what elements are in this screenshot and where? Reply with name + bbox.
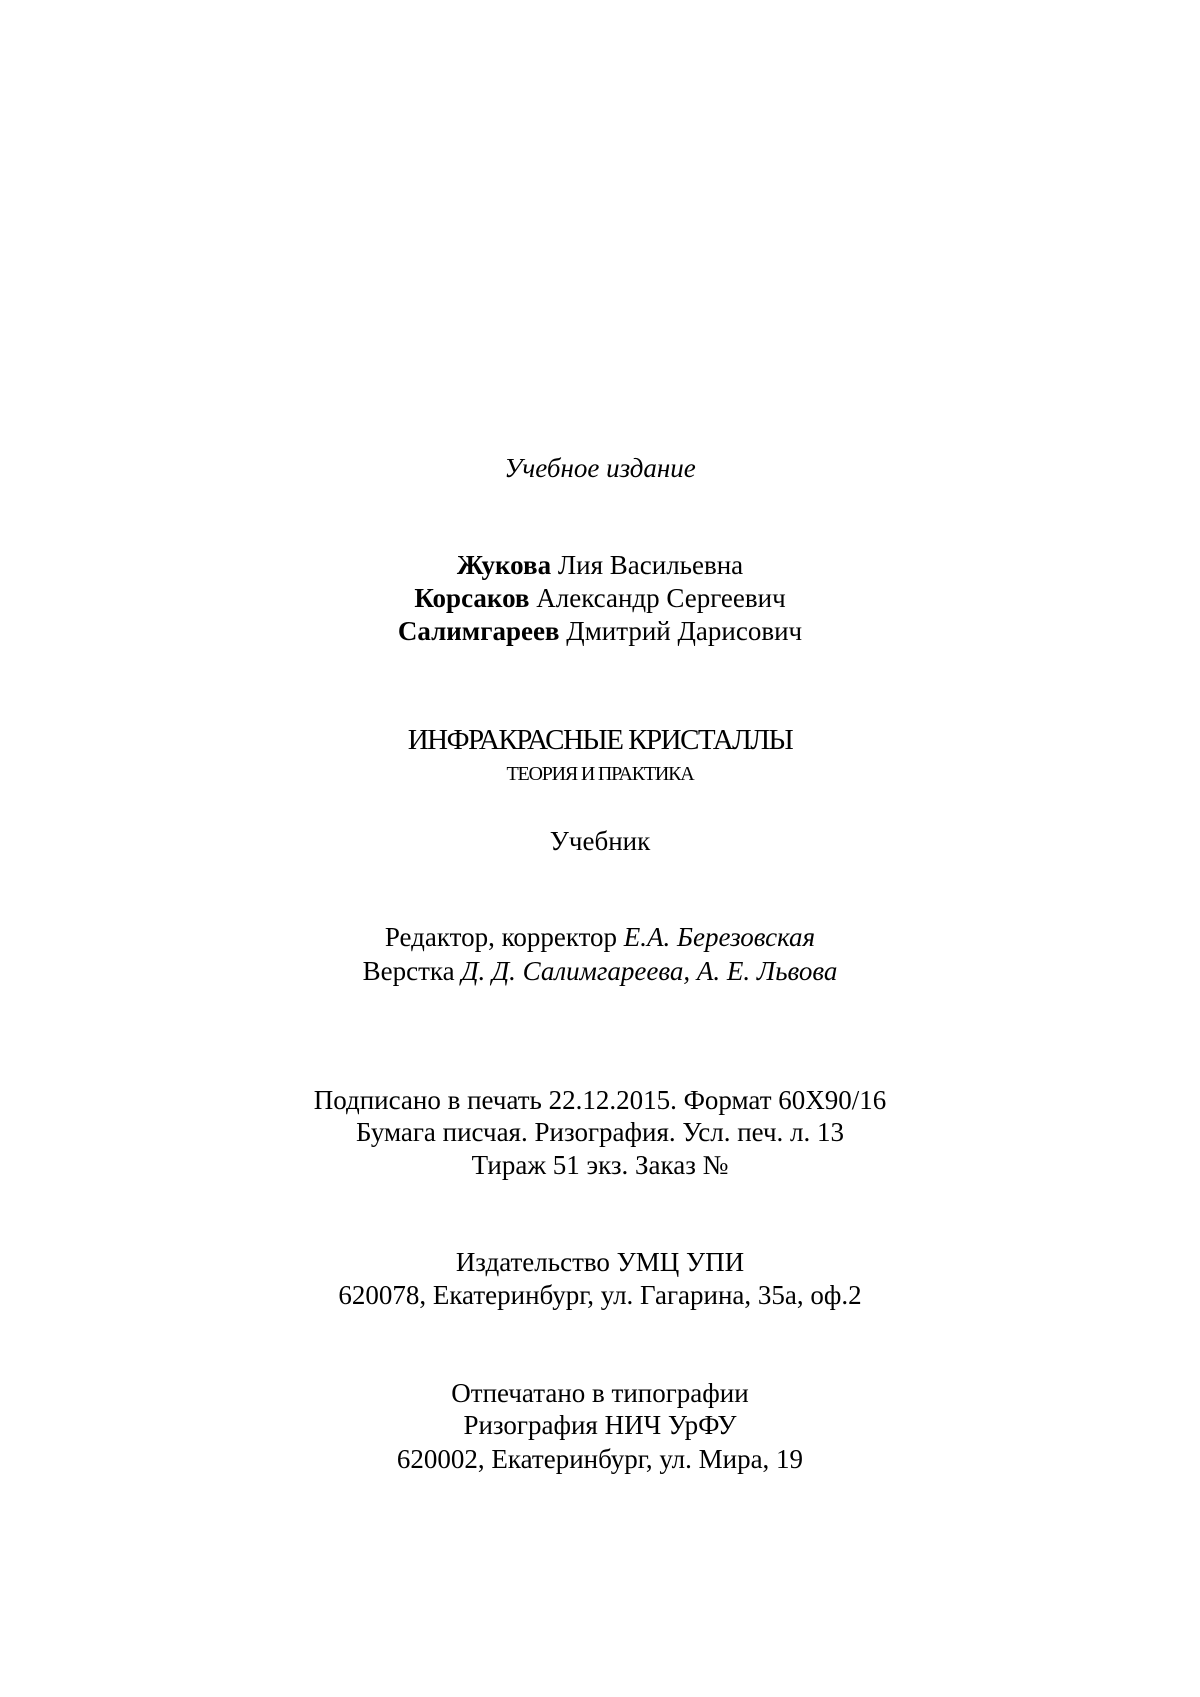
print-info-line: Подписано в печать 22.12.2015. Формат 60Х90/16: [313, 1085, 887, 1115]
edition-type: Учебное издание: [504, 453, 696, 483]
print-info-line: Бумага писчая. Ризография. Усл. печ. л. 13: [355, 1117, 845, 1147]
book-title: ИНФРАКРАСНЫЕ КРИСТАЛЛЫ: [407, 724, 793, 756]
author-line: [0, 615, 1200, 647]
author-given-name: Александр Сергеевич: [536, 583, 786, 613]
printer-line: Отпечатано в типографии: [451, 1378, 749, 1408]
author-surname: Жукова: [456, 550, 552, 580]
publisher-address: 620078, Екатеринбург, ул. Гагарина, 35а, оф.2: [338, 1280, 862, 1310]
author-given-name: Лия Васильевна: [557, 550, 744, 580]
author-given-name: Дмитрий Дарисович: [566, 616, 803, 646]
editor-label: Редактор, корректор: [384, 922, 618, 952]
book-subtitle: ТЕОРИЯ И ПРАКТИКА: [506, 763, 694, 785]
printer-address: 620002, Екатеринбург, ул. Мира, 19: [396, 1444, 804, 1474]
print-info-line: Тираж 51 экз. Заказ №: [471, 1150, 729, 1180]
editor-name: Е.А. Березовская: [623, 922, 816, 952]
printer-line: Ризография НИЧ УрФУ: [463, 1410, 737, 1440]
editor-credit: [0, 921, 1200, 953]
book-genre: Учебник: [549, 826, 651, 856]
layout-credit: [0, 955, 1200, 987]
author-line: [0, 582, 1200, 614]
publisher-name: Издательство УМЦ УПИ: [455, 1247, 745, 1277]
layout-names: Д. Д. Салимгареева, А. Е. Львова: [461, 956, 838, 986]
layout-label: Верстка: [362, 956, 455, 986]
author-line: [0, 549, 1200, 581]
author-surname: Корсаков: [414, 583, 530, 613]
author-surname: Салимгареев: [397, 616, 560, 646]
